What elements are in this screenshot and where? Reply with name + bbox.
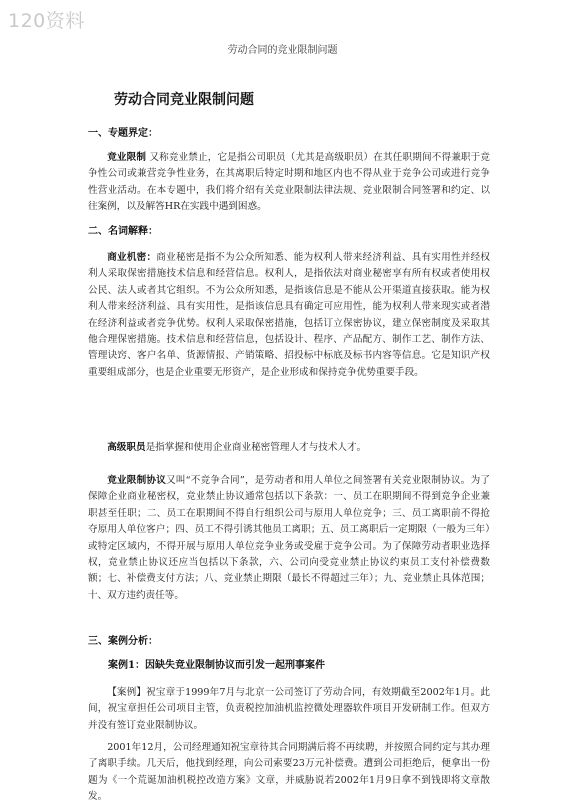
term-noncompete: 竞业限制 [107,152,147,163]
running-head: 劳动合同的竞业限制问题 [227,45,338,56]
section-heading-terms: 二、名词解释： [88,226,158,237]
case1-dispute-text: 2001年12月，公司经理通知祝宝章待其合同期满后将不再续聘，并按照合同约定与其办理了离职手续。几天后，他找到经理，向公司索要23万元补偿费。遭到公司拒绝后，便拿出一份题为《一个荒诞加油机税控改造方案》文章，并威胁说若2002年1月9日拿不到钱即将文章散发。 [88,742,490,803]
paragraph-noncompete-definition [88,150,490,216]
case1-background-text: 祝宝章于1999年7月与北京一公司签订了劳动合同，有效期截至2002年1月。此间，祝宝章担任公司项目主管，负责税控加油机监控微处理器软件项目开发研制工作。但双方并没有签订竞业限制协议。 [88,687,490,731]
noncompete-definition-text: 又称竞业禁止，它是指公司职员（尤其是高级职员）在其任职期间不得兼职于竞争性公司或兼营竞争性业务，在其离职后特定时期和地区内也不得从业于竞争公司或进行竞争性营业活动。在本专题中，我们将介绍有关竞业限制法律法规、竞业限制合同签署和约定、以往案例，以及解答HR在实践中遇到困惑。 [88,152,491,213]
paragraph-case1-background [88,685,490,734]
trade-secret-text: 商业秘密是指不为公众所知悉、能为权利人带来经济利益、具有实用性并经权利人采取保密措施技术信息和经营信息。权利人，是指依法对商业秘密享有所有权或者使用权公民、法人或者其它组织。不为公众所知悉，是指该信息是不能从公开渠道直接获取。能为权利人带来经济利益、具有实用性，是指该信息具有确定可应用性，能为权利人带来现实或者潜在经济利益或者竞争优势。权利人采取保密措施，包括订立保密协议，建立保密制度及采取其他合理保密措施。技术信息和经营信息，包括设计、程序、产品配方、制作工艺、制作方法、管理诀窍、客户名单、货源情报、产销策略、招投标中标底及标书内容等信息。它是知识产权重要组成部分，也是企业重要无形资产，是企业形成和保持竞争优势重要手段。 [88,252,491,378]
case1-label: 【案例】 [107,687,147,698]
section-heading-cases: 三、案例分析： [88,636,158,647]
paragraph-senior-staff [88,440,490,456]
term-noncompete-agreement: 竞业限制协议 [107,475,167,486]
section-heading-definition: 一、专题界定： [88,128,158,139]
senior-staff-text: 是指掌握和使用企业商业秘密管理人才与技术人才。 [145,442,367,453]
paragraph-trade-secret [88,250,490,381]
noncompete-agreement-text: 又叫“不竞争合同”，是劳动者和用人单位之间签署有关竞业限制协议。为了保障企业商业秘密权，竞业禁止协议通常包括以下条款：一、员工在职期间不得到竞争企业兼职甚至任职；二、员工在职期间不得自行组织公司与原用人单位竞争；三、员工离职前不得抢夺原用人单位客户；四、员工不得引诱其他员工离职；五、员工离职后一定期限（一般为三年）或特定区域内，不得开展与原用人单位竞争业务或受雇于竞争公司。为了保障劳动者职业选择权，竞业禁止协议还应当包括以下条款，六、公司向受竞业禁止协议约束员工支付补偿费数额；七、补偿费支付方法；八、竞业禁止期限（最长不得超过三年）；九、竞业禁止具体范围；十、双方违约责任等。 [88,475,491,601]
case1-title: 案例1：因缺失竞业限制协议而引发一起刑事案件 [108,660,325,671]
term-trade-secret: 商业机密： [107,252,157,263]
paragraph-case1-dispute [88,740,490,806]
document-title: 劳动合同竞业限制问题 [114,92,254,108]
paragraph-noncompete-agreement [88,473,490,604]
term-senior-staff: 高级职员 [107,442,146,453]
watermark-logo: 120资料 [8,10,85,32]
